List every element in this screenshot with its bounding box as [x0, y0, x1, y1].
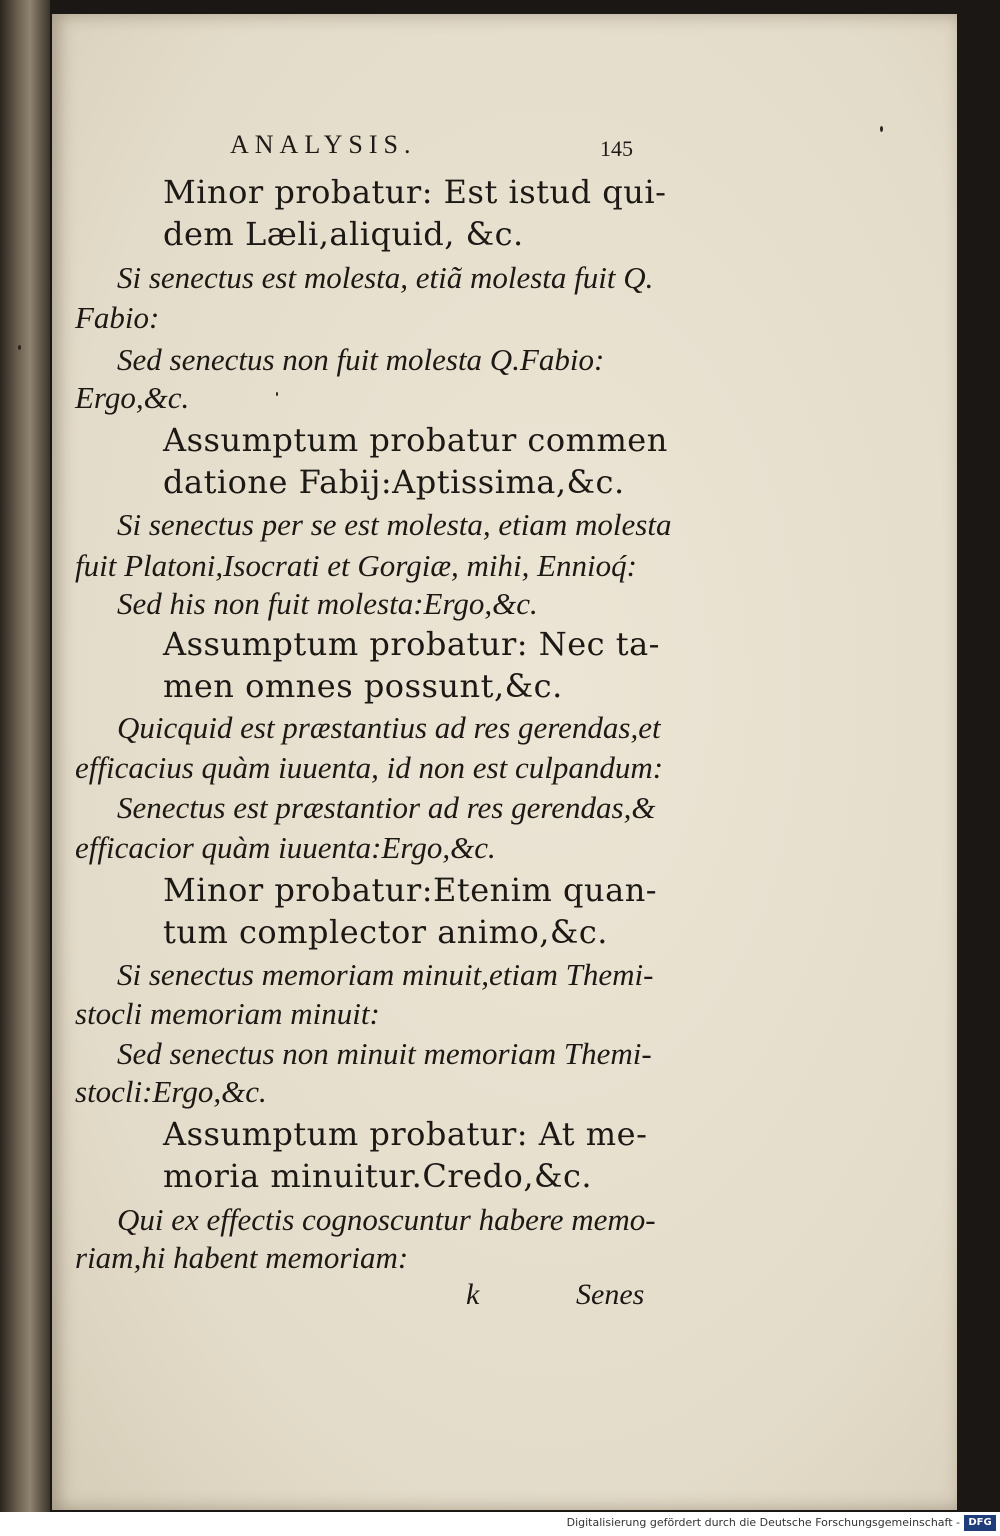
text-line: dem Læli,aliquid, &c.	[163, 215, 524, 253]
text-line: riam,hi habent memoriam:	[75, 1240, 409, 1275]
text-line: Minor probatur: Est istud qui-	[163, 173, 667, 211]
text-line: Assumptum probatur: Nec ta-	[163, 625, 660, 663]
text-line: Assumptum probatur commen	[163, 421, 668, 459]
text-line: men omnes possunt,&c.	[163, 667, 563, 705]
dfg-logo: DFG	[964, 1515, 996, 1531]
text-line: Si senectus memoriam minuit,etiam Themi-	[117, 957, 654, 992]
text-line: Sed senectus non fuit molesta Q.Fabio:	[117, 342, 605, 377]
text-line: efficacior quàm iuuenta:Ergo,&c.	[75, 830, 496, 865]
text-line: Ergo,&c.	[75, 380, 190, 415]
catchword: Senes	[576, 1278, 645, 1311]
signature-mark: k	[466, 1278, 480, 1311]
footer-credit: Digitalisierung gefördert durch die Deutsche Forschungsgemeinschaft -	[566, 1516, 960, 1529]
text-line: stocli memoriam minuit:	[75, 996, 380, 1031]
text-line: fuit Platoni,Isocrati et Gorgiæ, mihi, Ennioq́:	[75, 548, 637, 583]
text-line: Si senectus per se est molesta, etiam molesta	[117, 507, 672, 542]
text-line: Si senectus est molesta, etiã molesta fuit Q.	[117, 260, 654, 295]
text-line: Senectus est præstantior ad res gerendas,&	[117, 790, 656, 825]
text-line: Quicquid est præstantius ad res gerendas,et	[117, 710, 661, 745]
text-line: efficacius quàm iuuenta, id non est culpandum:	[75, 750, 664, 785]
ink-speck	[276, 392, 278, 396]
text-line: Qui ex effectis cognoscuntur habere memo-	[117, 1202, 656, 1237]
running-head: ANALYSIS.	[230, 130, 417, 159]
text-line: Sed senectus non minuit memoriam Themi-	[117, 1036, 652, 1071]
text-line: datione Fabij:Aptissima,&c.	[163, 463, 625, 501]
text-line: Fabio:	[75, 300, 160, 335]
ink-speck	[18, 345, 21, 350]
text-line: moria minuitur.Credo,&c.	[163, 1157, 593, 1195]
ink-speck	[880, 126, 883, 132]
text-line: tum complector animo,&c.	[163, 913, 608, 951]
page-number: 145	[600, 136, 633, 161]
text-line: Minor probatur:Etenim quan-	[163, 871, 658, 909]
text-line: stocli:Ergo,&c.	[75, 1074, 267, 1109]
text-line: Sed his non fuit molesta:Ergo,&c.	[117, 586, 538, 621]
text-line: Assumptum probatur: At me-	[163, 1115, 648, 1153]
